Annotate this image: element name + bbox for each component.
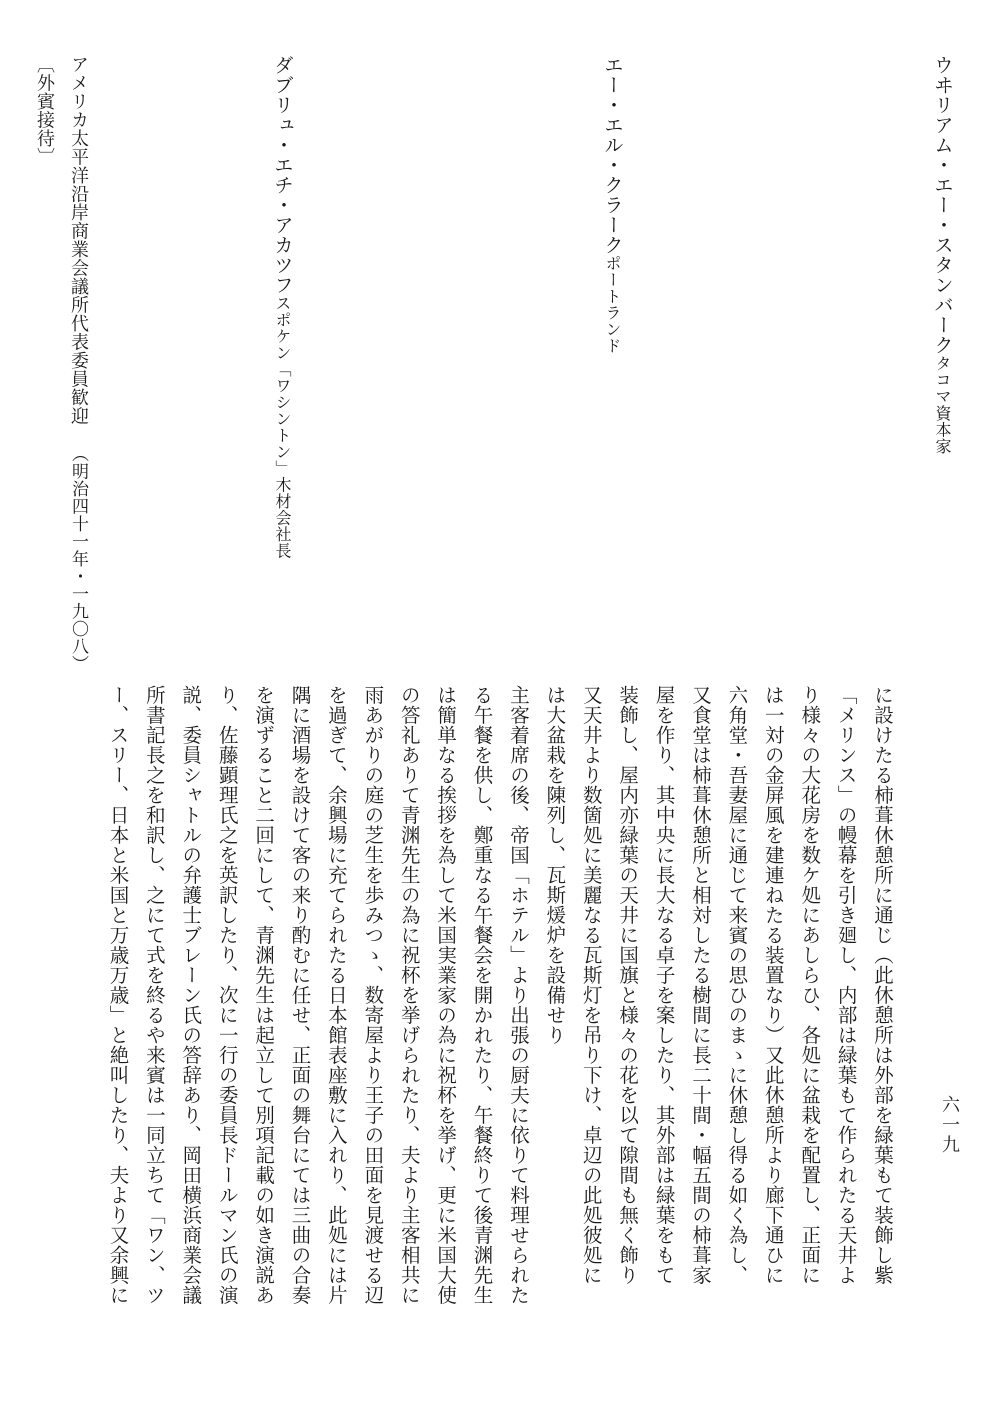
text-line: 装飾し、屋内亦緑葉の天井に国旗と様々の花を以て隙間も無く飾り <box>616 685 640 1285</box>
text-line: を過ぎて、余興場に充てられたる日本館表座敷に入れり、此処には片 <box>324 685 348 1305</box>
text-line: を演ずること二回にして、青渊先生は起立して別項記載の如き演説あ <box>252 685 276 1305</box>
text-line: り、佐藤顕理氏之を英訳したり、次に一行の委員長ドールマン氏の演 <box>215 685 239 1305</box>
text-line: 隅に酒場を設けて客の来り酌むに任せ、正面の舞台にては三曲の合奏 <box>288 685 312 1305</box>
text-line: は一対の金屏風を建連ねたる装置なり）又此休憩所より廊下通ひに <box>761 685 785 1285</box>
heading-title-line <box>61 55 95 1255</box>
upper-text-block <box>160 55 960 655</box>
text-line: 説、委員シャトルの弁護士ブレーン氏の答辞あり、岡田横浜商業会議 <box>179 685 203 1305</box>
text-line: 「メリンス」の幔幕を引き廻し、内部は緑葉もて作られたる天井よ <box>834 685 858 1285</box>
text-line: 屋を作り、其中央に長大なる卓子を案したり、其外部は緑葉をもて <box>652 685 676 1285</box>
text-line: に設けたる柿葺休憩所に通じ（此休憩所は外部を緑葉もて装飾し紫 <box>871 685 894 1285</box>
guest-name: エー・エル・クラーク <box>601 55 624 255</box>
heading-date: （明治四十一年・一九〇八） <box>68 445 88 673</box>
guest-city: スポケン <box>273 295 292 361</box>
guest-role: 「ワシントン」木材会社長 <box>273 361 292 559</box>
text-line: は大盆栽を陳列し、瓦斯煖炉を設備せり <box>543 685 567 1045</box>
text-line: 六角堂・吾妻屋に通じて来賓の思ひのまゝに休憩し得る如く為し、 <box>725 685 749 1285</box>
guest-role: 資本家 <box>933 404 952 454</box>
page-number: 六一九 <box>939 1095 960 1155</box>
text-line: る午餐を供し、鄭重なる午餐会を開かれたり、午餐終りて後青渊先生 <box>470 685 494 1305</box>
guest-entry-3 <box>160 55 300 655</box>
heading-title: アメリカ太平洋沿岸商業会議所代表委員歓迎 <box>68 55 89 425</box>
lower-text-block <box>100 685 900 1335</box>
guest-city: タコマ <box>933 355 952 405</box>
text-line: り様々の大花房を数ケ処にあしらひ、各処に盆栽を配置し、正面に <box>798 685 822 1285</box>
guest-entry-1 <box>630 55 960 655</box>
text-line: 主客着席の後、帝国「ホテル」より出張の厨夫に依りて料理せられた <box>506 685 530 1305</box>
text-line: 雨あがりの庭の芝生を歩みつゝ、数寄屋より王子の田面を見渡せる辺 <box>361 685 385 1305</box>
text-line: ー、スリー、日本と米国と万歳万歳」と絶叫したり、夫より又余興に <box>106 685 130 1305</box>
guest-city: ポートランド <box>603 255 622 354</box>
guest-name: ウヰリアム・エー・スタンバーク <box>931 55 954 355</box>
text-line: 所書記長之を和訳し、之にて式を終るや来賓は一同立ちて「ワン、ツ <box>142 685 166 1305</box>
section-heading <box>25 55 95 1255</box>
text-line: の答礼ありて青渊先生の為に祝杯を挙げられたり、夫より主客相共に <box>397 685 421 1305</box>
guest-name: ダブリュ・エチ・アカツフ <box>271 55 294 295</box>
guest-entry-2 <box>300 55 630 655</box>
heading-category: 〔外賓接待〕 <box>34 55 55 166</box>
text-line: 又食堂は柿葺休憩所と相対したる樹間に長二十間・幅五間の柿葺家 <box>688 685 712 1285</box>
text-line: 又天井より数箇処に美麗なる瓦斯灯を吊り下け、卓辺の此処彼処に <box>579 685 603 1285</box>
text-line: は簡単なる挨拶を為して米国実業家の為に祝杯を挙げ、更に米国大使 <box>434 685 458 1305</box>
